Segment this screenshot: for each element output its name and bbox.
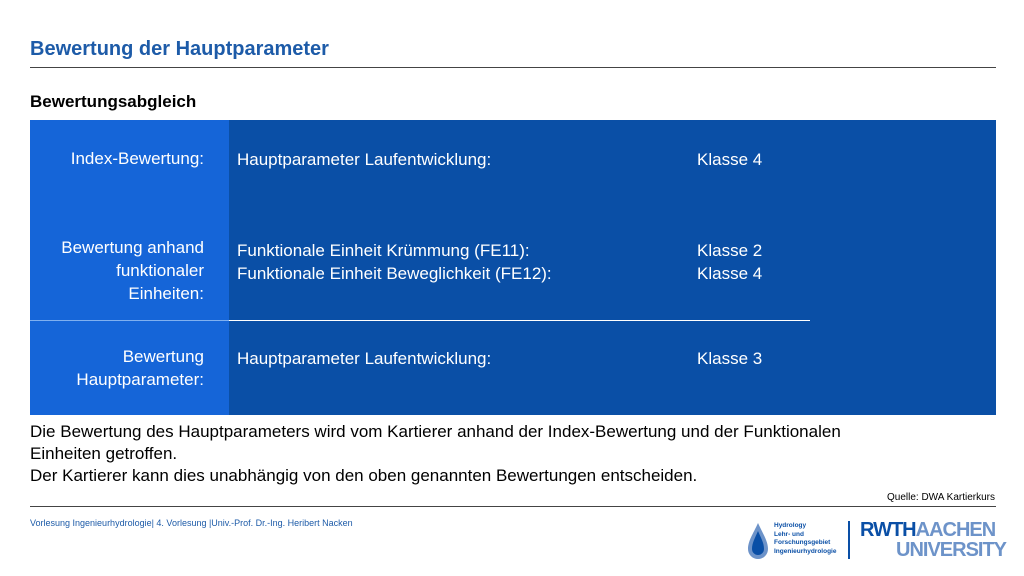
row-fe11 xyxy=(237,239,530,262)
slide-title: Bewertung der Hauptparameter xyxy=(30,38,329,60)
row-class: Klasse 4 xyxy=(697,264,763,283)
label-index-bewertung: Index-Bewertung: xyxy=(70,149,204,168)
hydrology-logo-text: Hydrology Lehr- und Forschungsgebiet Ingenieurhydrologie xyxy=(774,522,837,555)
label-hauptparameter: Bewertung Hauptparameter: xyxy=(76,347,204,389)
source-note: Quelle: DWA Kartierkurs xyxy=(887,492,995,503)
title-divider xyxy=(30,67,996,68)
rwth-logo xyxy=(860,519,1007,562)
row-text: Funktionale Einheit Beweglichkeit (FE12): xyxy=(237,264,552,283)
row-fe12 xyxy=(237,262,552,285)
row-class: Klasse 4 xyxy=(697,150,763,169)
value-column-divider xyxy=(229,320,810,321)
hydrology-logo xyxy=(746,520,846,562)
label-column-divider xyxy=(30,320,229,321)
row-text: Hauptparameter Laufentwicklung: xyxy=(237,349,492,368)
footer-text: Vorlesung Ingenieurhydrologie| 4. Vorlesung |Univ.-Prof. Dr.-Ing. Heribert Nacken xyxy=(30,518,353,528)
logo-separator xyxy=(848,521,850,559)
row-class: Klasse 3 xyxy=(697,349,763,368)
body-paragraph: Die Bewertung des Hauptparameters wird vom Kartierer anhand der Index-Bewertung und der Funktionalen Einheiten getroffen. Der Kartierer kann dies unabhängig von den oben genannten Bewertungen entscheiden. xyxy=(30,422,841,485)
row-class: Klasse 2 xyxy=(697,241,763,260)
slide-subtitle: Bewertungsabgleich xyxy=(30,92,197,111)
row-laufentwicklung-result xyxy=(237,347,491,370)
rwth-logo-part: AACHEN xyxy=(915,519,996,541)
rwth-logo-part: UNIVERSITY xyxy=(896,539,1007,561)
row-text: Funktionale Einheit Krümmung (FE11): xyxy=(237,241,530,260)
row-text: Hauptparameter Laufentwicklung: xyxy=(237,150,492,169)
label-funktionale-einheiten: Bewertung anhand funktionaler Einheiten: xyxy=(61,238,204,303)
row-laufentwicklung-index xyxy=(237,148,491,171)
water-drop-icon xyxy=(746,522,770,560)
rwth-logo-part: RWTH xyxy=(860,519,916,541)
footer-divider xyxy=(30,506,996,507)
